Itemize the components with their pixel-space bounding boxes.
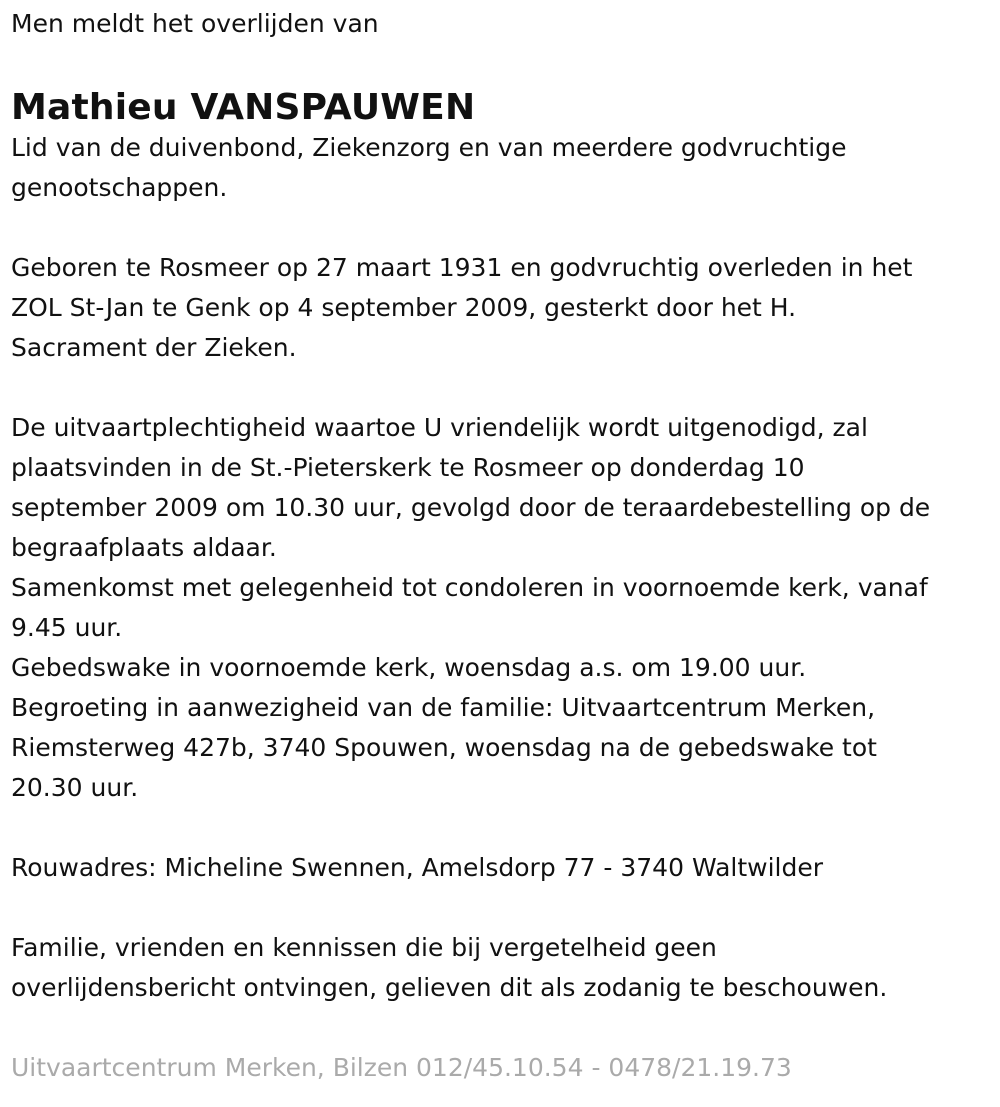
greeting-text: Begroeting in aanwezigheid van de familie: Uitvaartcentrum Merken, Riemsterweg 427b, 3740 Spouwen, woensdag na de gebedswake tot 20.30 uur. [11, 693, 877, 802]
family-note: Familie, vrienden en kennissen die bij vergetelheid geen overlijdensbericht ontvingen, gelieven dit als zodanig te beschouwen. [11, 933, 888, 1002]
intro-line: Men meldt het overlijden van [11, 9, 379, 38]
mourning-address: Rouwadres: Micheline Swennen, Amelsdorp 77 - 3740 Waltwilder [11, 853, 823, 882]
gathering-text: Samenkomst met gelegenheid tot condoleren in voornoemde kerk, vanaf 9.45 uur. [11, 573, 928, 642]
funeral-text: De uitvaartplechtigheid waartoe U vriendelijk wordt uitgenodigd, zal plaatsvinden in de St.-Pieterskerk te Rosmeer op donderdag 10 september 2009 om 10.30 uur, gevolgd door de teraardebestelling op de begraafplaats aldaar. [11, 413, 931, 562]
membership-text: Lid van de duivenbond, Ziekenzorg en van meerdere godvruchtige genootschappen. [11, 133, 847, 202]
deceased-name: Mathieu VANSPAUWEN [11, 87, 476, 128]
vigil-text: Gebedswake in voornoemde kerk, woensdag a.s. om 19.00 uur. [11, 653, 807, 682]
death-notice [11, 4, 993, 1088]
funeral-home-footer: Uitvaartcentrum Merken, Bilzen 012/45.10.54 - 0478/21.19.73 [11, 1053, 792, 1082]
birth-death-text: Geboren te Rosmeer op 27 maart 1931 en godvruchtig overleden in het ZOL St-Jan te Genk op 4 september 2009, gesterkt door het H. Sacrament der Zieken. [11, 253, 913, 362]
